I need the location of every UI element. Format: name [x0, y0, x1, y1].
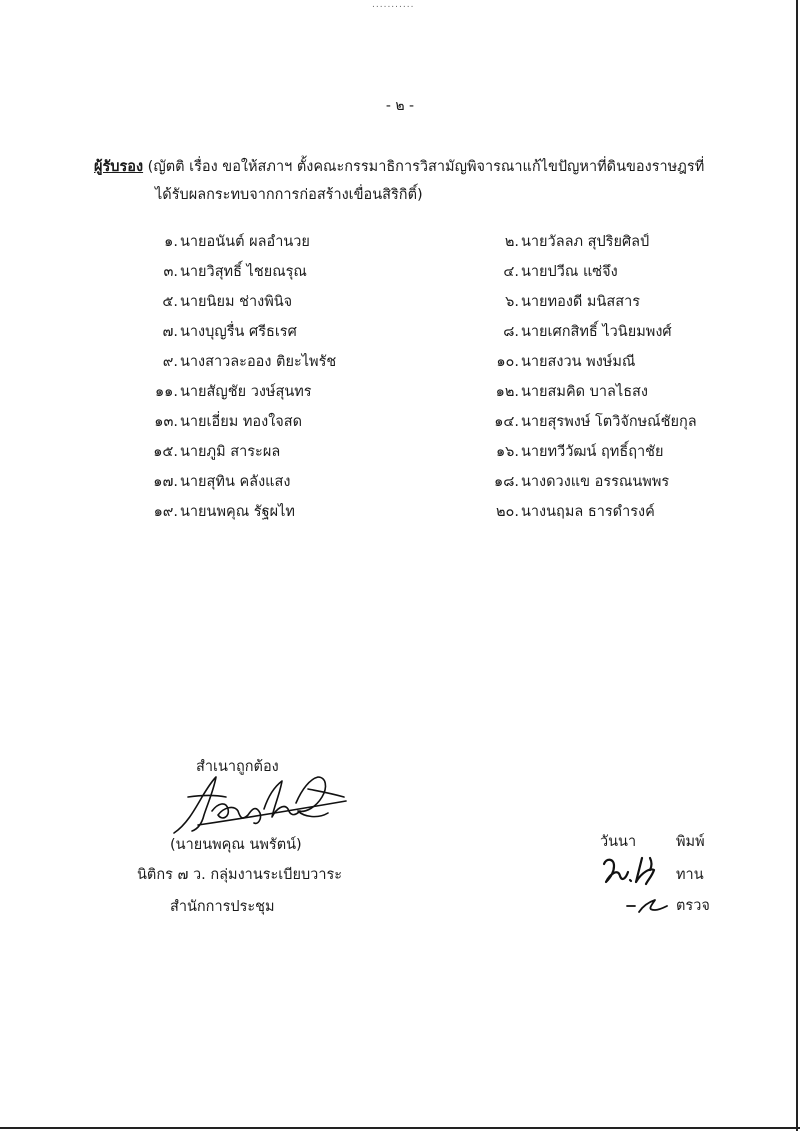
- list-item: [150, 230, 310, 253]
- list-item: [493, 440, 663, 463]
- endorser-name: นายนพคุณ รัฐผไท: [180, 504, 295, 520]
- list-row: [0, 320, 800, 350]
- page-number: - ๒ -: [385, 98, 415, 114]
- list-item: [150, 350, 336, 373]
- list-item: [150, 260, 307, 283]
- scan-header-artifact: ...........: [372, 0, 415, 10]
- list-item: [493, 380, 648, 403]
- item-number: ๔.: [503, 264, 519, 280]
- endorser-name: นายวัลลภ สุปริยศิลป์: [521, 234, 650, 250]
- list-row: [0, 290, 800, 320]
- list-row: [0, 440, 800, 470]
- item-number: ๑๔.: [494, 414, 519, 430]
- list-item: [150, 470, 290, 493]
- item-number: ๑๗.: [153, 474, 178, 490]
- list-row: [0, 350, 800, 380]
- list-item: [150, 500, 295, 523]
- certifier-office: สำนักการประชุม: [170, 899, 275, 915]
- list-item: [150, 380, 312, 403]
- list-row: [0, 470, 800, 500]
- item-number: ๕.: [162, 294, 178, 310]
- item-number: ๑๐.: [496, 354, 519, 370]
- endorser-name: นายเศกสิทธิ์ ไวนิยมพงศ์: [521, 324, 672, 340]
- item-number: ๒๐.: [495, 504, 519, 520]
- list-item: [493, 470, 669, 493]
- endorser-name: นายนิยม ช่างพินิจ: [180, 294, 293, 310]
- endorser-name: นางนฤมล ธารดำรงค์: [521, 504, 655, 520]
- endorser-name: นายอนันต์ ผลอำนวย: [180, 234, 310, 250]
- list-item: [493, 350, 635, 373]
- endorser-name: นางสาวละออง ติยะไพรัช: [180, 354, 337, 370]
- certified-copy-label: สำเนาถูกต้อง: [196, 759, 279, 775]
- item-number: ๑๕.: [153, 444, 178, 460]
- typist-role: พิมพ์: [676, 834, 705, 850]
- list-row: [0, 260, 800, 290]
- endorser-name: นางบุญรื่น ศรีธเรศ: [180, 324, 297, 340]
- item-number: ๖.: [505, 294, 519, 310]
- endorsers-list: [0, 230, 800, 530]
- certifier-name: (นายนพคุณ นพรัตน์): [170, 837, 302, 853]
- endorser-name: นางดวงแข อรรณนพพร: [521, 474, 670, 490]
- list-item: [150, 320, 297, 343]
- reviewer-initials-handwritten: [625, 894, 669, 916]
- endorser-name: นายสัญชัย วงษ์สุนทร: [180, 384, 312, 400]
- list-item: [493, 230, 649, 253]
- item-number: ๑๙.: [153, 504, 178, 520]
- item-number: ๒.: [504, 234, 519, 250]
- item-number: ๑.: [164, 234, 178, 250]
- item-number: ๑๖.: [495, 444, 519, 460]
- list-row: [0, 380, 800, 410]
- endorser-name: นายปวีณ แซ่จึง: [521, 264, 618, 280]
- motion-title-line1: (ญัตติ เรื่อง ขอให้สภาฯ ตั้งคณะกรรมาธิการวิสามัญพิจารณาแก้ไขปัญหาที่ดินของราษฎรที่: [143, 159, 705, 175]
- list-row: [0, 410, 800, 440]
- item-number: ๘.: [503, 324, 519, 340]
- item-number: ๗.: [162, 324, 178, 340]
- endorser-name: นายวิสุทธิ์ ไชยณรุณ: [180, 264, 307, 280]
- list-item: [493, 500, 655, 523]
- list-item: [493, 410, 697, 433]
- endorser-name: นายสุทิน คลังแสง: [180, 474, 291, 490]
- certifier-position: นิติกร ๗ ว. กลุ่มงานระเบียบวาระ: [137, 867, 343, 883]
- item-number: ๑๑.: [154, 384, 178, 400]
- list-item: [150, 290, 292, 313]
- list-row: [0, 230, 800, 260]
- endorser-name: นายสมคิด บาลไธสง: [521, 384, 648, 400]
- endorser-name: นายภูมิ สาระผล: [180, 444, 281, 460]
- item-number: ๑๓.: [154, 414, 178, 430]
- endorser-name: นายสุรพงษ์ โตวิจักษณ์ชัยกุล: [521, 414, 697, 430]
- item-number: ๑๒.: [495, 384, 519, 400]
- reviewer-role: ตรวจ: [676, 898, 710, 914]
- list-item: [493, 320, 672, 343]
- list-item: [493, 260, 618, 283]
- list-item: [150, 440, 280, 463]
- motion-title-line2: ได้รับผลกระทบจากการก่อสร้างเขื่อนสิริกิติ์): [155, 187, 423, 203]
- page-edge-bottom: [0, 1127, 800, 1129]
- item-number: ๓.: [163, 264, 178, 280]
- list-row: [0, 500, 800, 530]
- checker-role: ทาน: [676, 867, 704, 883]
- handwritten-signature: [168, 767, 353, 837]
- item-number: ๙.: [162, 354, 178, 370]
- endorser-name: นายสงวน พงษ์มณี: [521, 354, 636, 370]
- endorser-name: นายเอี่ยม ทองใจสด: [180, 414, 303, 430]
- list-item: [493, 290, 640, 313]
- typist-name: วันนา: [600, 834, 637, 850]
- item-number: ๑๘.: [494, 474, 519, 490]
- motion-heading: [94, 153, 714, 209]
- endorser-name: นายทวีวัฒน์ ฤทธิ์ฤาชัย: [521, 444, 664, 460]
- checker-initials-handwritten: [600, 854, 662, 886]
- endorser-name: นายทองดี มนิสสาร: [521, 294, 641, 310]
- list-item: [150, 410, 302, 433]
- endorsers-label: ผู้รับรอง: [94, 159, 144, 175]
- page-edge-right: [796, 0, 798, 1131]
